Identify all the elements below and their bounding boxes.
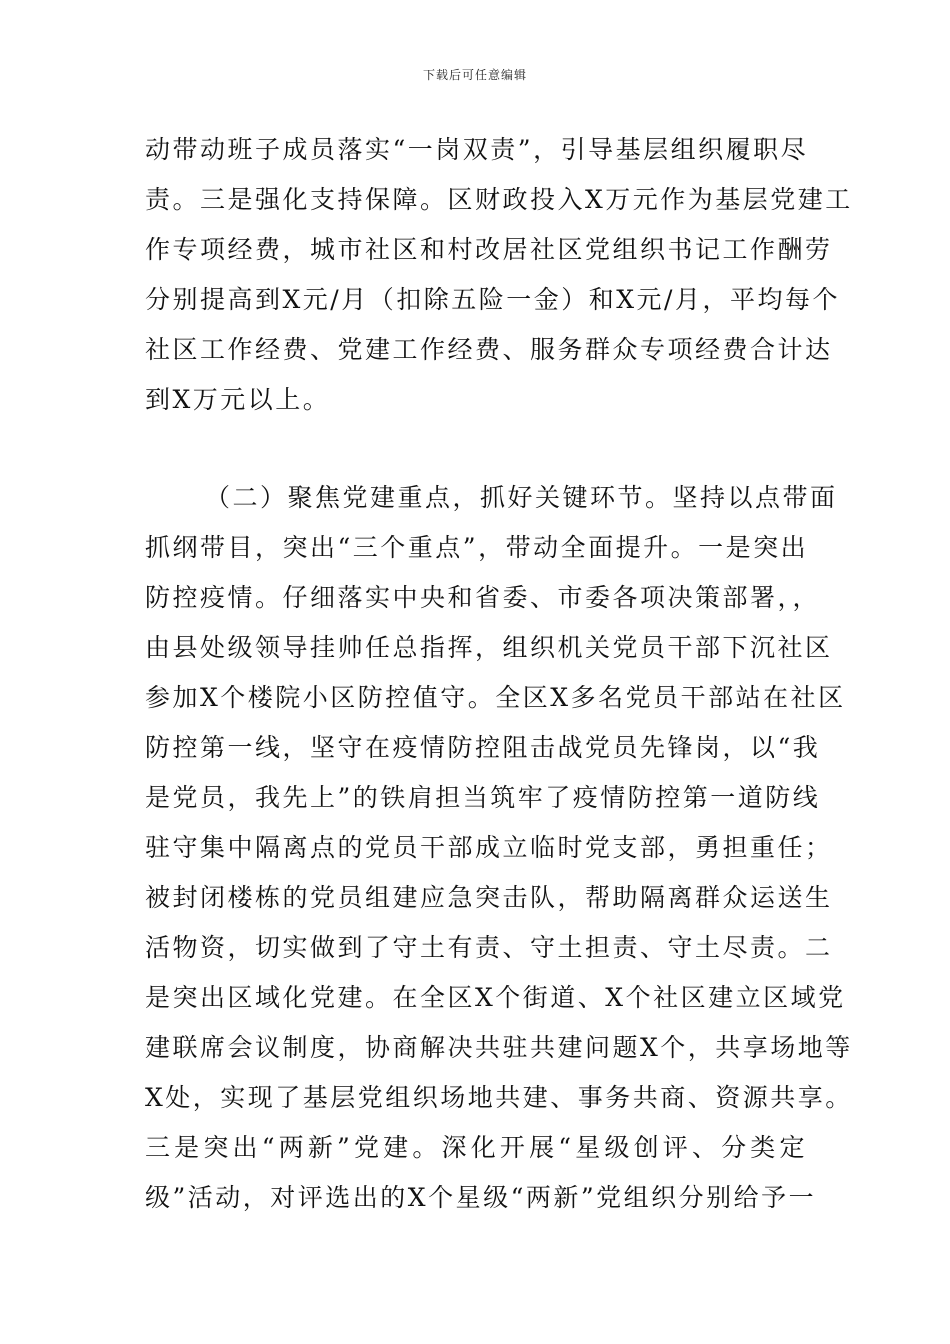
paragraph-2-line-10: 活物资，切实做到了守土有责、守土担责、守土尽责。二 bbox=[145, 933, 833, 962]
paragraph-2-line-5: 参加X个楼院小区防控值守。全区X多名党员干部站在社区 bbox=[145, 683, 846, 712]
paragraph-2-line-13: X处，实现了基层党组织场地共建、事务共商、资源共享。 bbox=[145, 1083, 853, 1112]
paragraph-2-line-1: （二）聚焦党建重点，抓好关键环节。坚持以点带面 bbox=[205, 483, 838, 512]
paragraph-2-line-12: 建联席会议制度，协商解决共驻共建问题X个，共享场地等 bbox=[145, 1033, 853, 1062]
paragraph-1-line-3: 作专项经费，城市社区和村改居社区党组织书记工作酬劳 bbox=[145, 235, 833, 264]
paragraph-1-line-6: 到X万元以上。 bbox=[145, 385, 331, 414]
paragraph-2-line-7: 是党员，我先上”的铁肩担当筑牢了疫情防控第一道防线 bbox=[145, 783, 821, 812]
paragraph-2-line-2: 抓纲带目，突出“三个重点”，带动全面提升。一是突出 bbox=[145, 533, 809, 562]
paragraph-2-line-8: 驻守集中隔离点的党员干部成立临时党支部，勇担重任； bbox=[145, 833, 833, 862]
paragraph-2-line-14: 三是突出“两新”党建。深化开展“星级创评、分类定 bbox=[145, 1133, 807, 1162]
paragraph-2-line-11: 是突出区域化党建。在全区X个街道、X个社区建立区域党 bbox=[145, 983, 846, 1012]
paragraph-1-line-2: 责。三是强化支持保障。区财政投入X万元作为基层党建工 bbox=[145, 185, 853, 214]
header-note: 下载后可任意编辑 bbox=[422, 68, 527, 82]
paragraph-2-line-15: 级”活动，对评选出的X个星级“两新”党组织分别给予一 bbox=[145, 1183, 817, 1212]
paragraph-1-line-1: 动带动班子成员落实“一岗双责”，引导基层组织履职尽 bbox=[145, 135, 809, 164]
paragraph-2-line-3: 防控疫情。仔细落实中央和省委、市委各项决策部署，， bbox=[145, 583, 821, 612]
paragraph-2-line-6: 防控第一线，坚守在疫情防控阻击战党员先锋岗，以“我 bbox=[145, 733, 821, 762]
paragraph-2-line-9: 被封闭楼栋的党员组建应急突击队，帮助隔离群众运送生 bbox=[145, 883, 833, 912]
paragraph-1-line-5: 社区工作经费、党建工作经费、服务群众专项经费合计达 bbox=[145, 335, 833, 364]
paragraph-2-line-4: 由县处级领导挂帅任总指挥，组织机关党员干部下沉社区 bbox=[145, 633, 833, 662]
paragraph-1-line-4: 分别提高到X元/月（扣除五险一金）和X元/月，平均每个 bbox=[145, 285, 840, 314]
